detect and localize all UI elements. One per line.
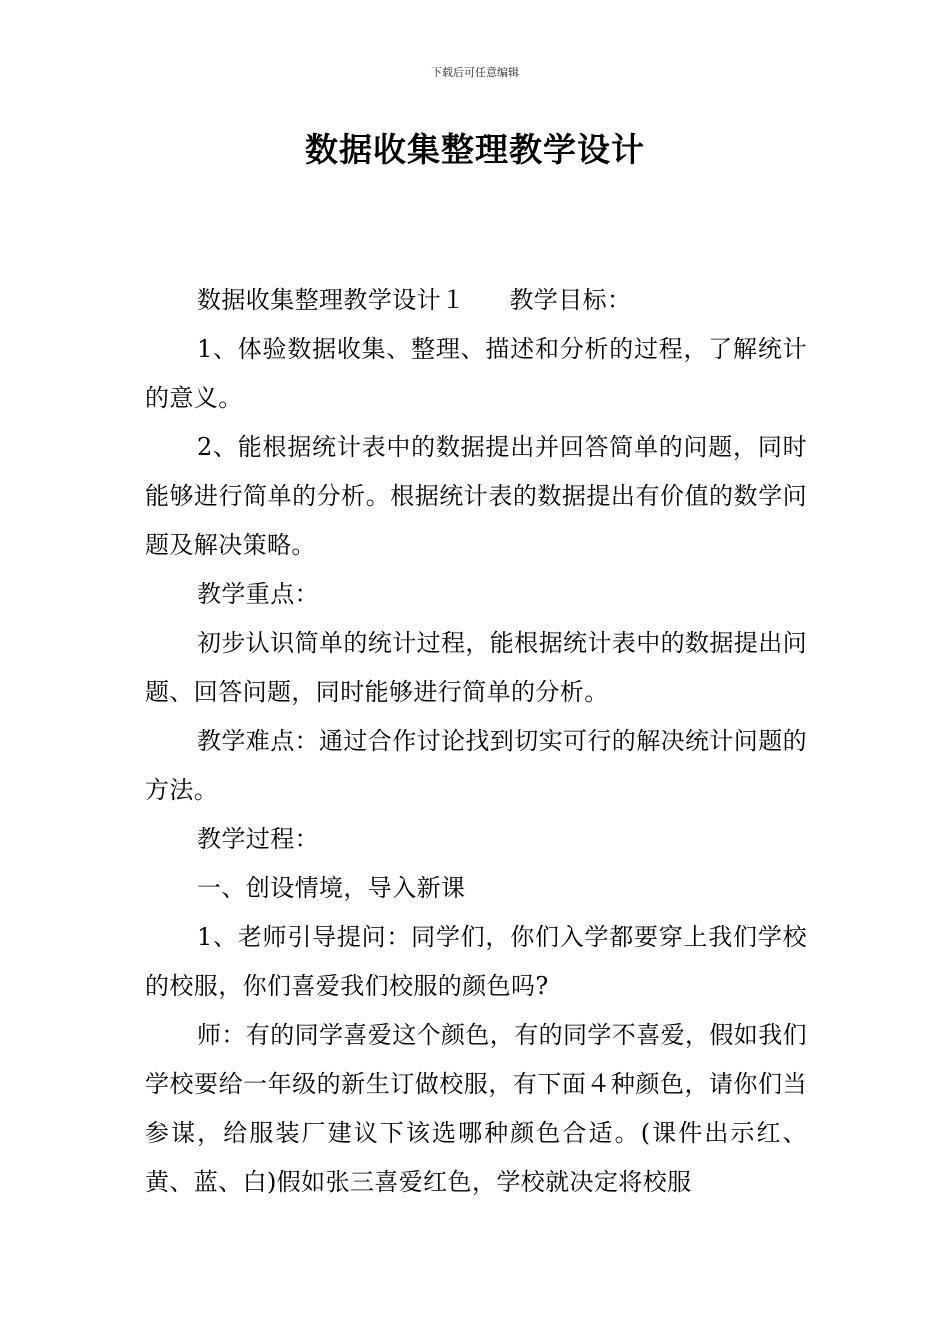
paragraph-heading-objectives bbox=[145, 276, 807, 325]
paragraph-key-points-heading: 教学重点： bbox=[197, 580, 319, 608]
paragraph-teacher-question: 1、老师引导提问：同学们，你们入学都要穿上我们学校的校服，你们喜爱我们校服的颜色吗? bbox=[145, 923, 807, 1000]
paragraph-teacher-dialogue: 师：有的同学喜爱这个颜色，有的同学不喜爱，假如我们学校要给一年级的新生订做校服，有下面４种颜色，请你们当参谋，给服装厂建议下该选哪种颜色合适。(课件出示红、黄、蓝、白)假如张三喜爱红色，学校就决定将校服 bbox=[145, 1021, 807, 1196]
paragraph-objective-1: 1、体验数据收集、整理、描述和分析的过程，了解统计的意义。 bbox=[145, 335, 807, 412]
paragraph-key-points: 初步认识简单的统计过程，能根据统计表中的数据提出问题、回答问题，同时能够进行简单的分析。 bbox=[145, 629, 807, 706]
paragraph-objective-2: 2、能根据统计表中的数据提出并回答简单的问题，同时能够进行简单的分析。根据统计表的数据提出有价值的数学问题及解决策略。 bbox=[145, 433, 807, 559]
header-note: 下载后可任意编辑 bbox=[431, 66, 519, 79]
paragraph-text-objectives: 教学目标： bbox=[509, 286, 632, 314]
paragraph-process-heading: 教学过程： bbox=[197, 825, 319, 853]
document-title: 数据收集整理教学设计 bbox=[305, 130, 645, 169]
paragraph-difficulties: 教学难点：通过合作讨论找到切实可行的解决统计问题的方法。 bbox=[145, 727, 807, 804]
paragraph-text: 数据收集整理教学设计１ bbox=[197, 286, 466, 314]
document-body bbox=[145, 276, 807, 1207]
paragraph-section-one: 一、创设情境，导入新课 bbox=[197, 874, 466, 902]
